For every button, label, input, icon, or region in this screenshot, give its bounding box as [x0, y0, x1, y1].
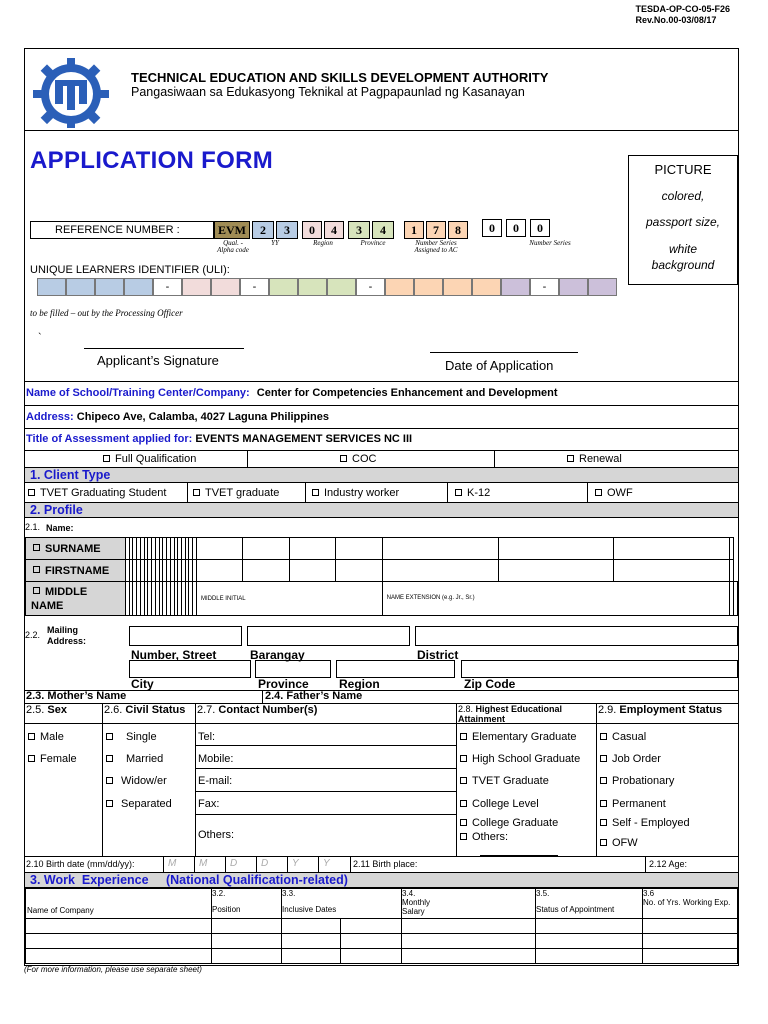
others-field[interactable]: Others:: [198, 829, 235, 841]
zip-code-input[interactable]: [461, 660, 738, 678]
work-col-label: Inclusive Dates: [282, 905, 337, 914]
assessment-type-label: Renewal: [579, 453, 622, 465]
edu-option-label: TVET Graduate: [472, 775, 549, 787]
client-type-label: TVET graduate: [205, 487, 280, 499]
name-letter-cell[interactable]: [498, 538, 614, 560]
uli-cell[interactable]: -: [153, 278, 182, 296]
checkbox-icon[interactable]: [103, 455, 110, 462]
edu-option[interactable]: [460, 817, 558, 829]
middle-initial-label: MIDDLE INITIAL: [200, 595, 246, 602]
uli-cell[interactable]: [385, 278, 414, 296]
emp-option[interactable]: [600, 837, 638, 849]
reference-digit: 2: [252, 221, 274, 239]
work-col-header: [402, 889, 536, 919]
contact-label: Contact Number(s): [218, 704, 318, 716]
work-col-label: No. of Yrs. Working Exp.: [643, 898, 731, 907]
sex-heading: [26, 704, 67, 716]
edu-label: Highest Educational Attainment: [458, 704, 563, 724]
reference-digit: 0: [482, 219, 502, 237]
emp-option-label: Self - Employed: [612, 817, 690, 829]
client-type-section: [25, 467, 738, 483]
edu-option-label: High School Graduate: [472, 753, 581, 765]
checkbox-icon[interactable]: [460, 733, 467, 740]
name-letter-cell[interactable]: [730, 560, 734, 582]
picture-title: PICTURE: [654, 162, 712, 177]
surname-label-cell: [26, 538, 126, 560]
sex-option-female[interactable]: [28, 753, 77, 765]
civil-label: Civil Status: [125, 704, 186, 716]
work-col-label: Status of Appointment: [536, 905, 615, 914]
surname-row: [26, 538, 738, 560]
name-letter-cell[interactable]: [614, 538, 730, 560]
picture-note: white: [668, 242, 697, 256]
checkbox-icon[interactable]: [455, 489, 462, 496]
edu-others[interactable]: [460, 831, 508, 843]
name-letter-cell[interactable]: [289, 538, 335, 560]
work-cell[interactable]: [402, 934, 536, 949]
district-label: District: [417, 648, 459, 662]
father-name-label: 2.4. Father’s Name: [265, 690, 363, 702]
birth-date-box[interactable]: Y: [287, 856, 318, 872]
sex-label: Sex: [47, 704, 67, 716]
emp-number: 2.9.: [598, 704, 617, 716]
uli-cell[interactable]: [588, 278, 617, 296]
tesda-logo: [30, 56, 112, 128]
name-letter-cell[interactable]: [336, 560, 382, 582]
checkbox-icon[interactable]: [33, 587, 40, 594]
firstname-label-cell: [26, 560, 126, 582]
footer-note: (For more information, please use separate sheet): [24, 965, 202, 974]
work-cell[interactable]: [536, 919, 643, 934]
region-label: Region: [339, 677, 380, 691]
name-letter-cell[interactable]: [614, 560, 730, 582]
city-label: City: [131, 677, 154, 691]
client-type-option[interactable]: [455, 487, 490, 499]
reference-digit: 7: [426, 221, 446, 239]
civil-status-heading: [104, 704, 185, 716]
checkbox-icon[interactable]: [600, 777, 607, 784]
email-field[interactable]: E-mail:: [198, 775, 233, 787]
birth-date-box[interactable]: D: [225, 856, 256, 872]
processing-note: to be filled – out by the Processing Officer: [30, 308, 183, 318]
work-col-header: [282, 889, 402, 919]
reference-digit: 8: [448, 221, 468, 239]
checkbox-icon[interactable]: [600, 839, 607, 846]
firstname-row: [26, 560, 738, 582]
edu-option[interactable]: [460, 753, 580, 765]
name-letter-cell[interactable]: [243, 560, 289, 582]
civil-option-label: Widow/er: [121, 775, 167, 787]
name-letter-cell[interactable]: [289, 560, 335, 582]
assessment-value[interactable]: EVENTS MANAGEMENT SERVICES NC III: [195, 433, 413, 445]
emp-option[interactable]: [600, 817, 690, 829]
school-label: Name of School/Training Center/Company:: [26, 387, 250, 399]
uli-cell[interactable]: [124, 278, 153, 296]
middlename-label-cell: [26, 582, 126, 616]
address-row: [26, 411, 329, 423]
work-col-header: [536, 889, 643, 919]
uli-cell[interactable]: -: [530, 278, 559, 296]
work-cell[interactable]: [402, 949, 536, 964]
birth-date-box[interactable]: D: [256, 856, 287, 872]
edu-option-label: College Graduate: [472, 817, 559, 829]
surname-label: SURNAME: [45, 542, 101, 555]
uli-cell[interactable]: -: [356, 278, 385, 296]
work-col-header: [212, 889, 282, 919]
reference-digit: EVM: [214, 221, 250, 239]
sex-option-label: Male: [40, 731, 64, 743]
checkbox-icon[interactable]: [595, 489, 602, 496]
work-cell[interactable]: [212, 949, 282, 964]
client-type-label: Industry worker: [324, 487, 400, 499]
sex-option-male[interactable]: [28, 731, 64, 743]
zip-code-label: Zip Code: [464, 677, 516, 691]
tick-mark: `: [38, 332, 42, 344]
checkbox-icon[interactable]: [460, 819, 467, 826]
reference-digit: 0: [506, 219, 526, 237]
contact-number: 2.7.: [197, 704, 216, 716]
picture-note: background: [651, 258, 715, 272]
work-cell[interactable]: [536, 949, 643, 964]
civil-option[interactable]: [106, 775, 167, 787]
work-row: [26, 934, 738, 949]
client-type-label: TVET Graduating Student: [40, 487, 167, 499]
name-extension-cell[interactable]: [382, 582, 730, 616]
checkbox-icon[interactable]: [340, 455, 347, 462]
mailing-label: [47, 625, 86, 647]
emp-option[interactable]: [600, 798, 666, 810]
name-letter-cell[interactable]: [734, 582, 738, 616]
client-type-option[interactable]: [595, 487, 633, 499]
ref-caption-yy: YY: [271, 239, 279, 247]
mailing-label-line: Mailing: [47, 625, 78, 635]
uli-cell[interactable]: -: [240, 278, 269, 296]
name-number: 2.1.: [25, 522, 41, 532]
name-letter-cell[interactable]: [196, 538, 242, 560]
work-col-num: 3.4.: [402, 889, 416, 898]
address-label: Address:: [26, 411, 74, 423]
uli-cell[interactable]: [414, 278, 443, 296]
fax-field[interactable]: Fax:: [198, 798, 220, 810]
emp-option[interactable]: [600, 775, 674, 787]
ref-caption-province: Province: [360, 239, 386, 247]
work-cell[interactable]: [643, 934, 738, 949]
profile-heading: 2. Profile: [30, 503, 83, 517]
middlename-row: [26, 582, 738, 616]
work-experience-heading: 3. Work Experience (National Qualification-related): [30, 873, 348, 887]
uli-cell[interactable]: [37, 278, 66, 296]
reference-digit: 4: [324, 221, 344, 239]
birth-date-box[interactable]: M: [163, 856, 194, 872]
assessment-label: Title of Assessment applied for:: [26, 433, 193, 445]
work-experience-table: [25, 888, 738, 964]
reference-digit: 0: [530, 219, 550, 237]
edu-number: 2.8.: [458, 704, 474, 714]
name-letter-cell[interactable]: [498, 560, 614, 582]
civil-option[interactable]: [106, 753, 163, 765]
work-col-num: 3.5.: [536, 889, 550, 898]
edu-others-label: Others:: [472, 831, 509, 843]
edu-option[interactable]: [460, 731, 577, 743]
civil-option-label: Single: [126, 731, 157, 743]
checkbox-icon[interactable]: [460, 833, 467, 840]
reference-digit: 3: [348, 221, 370, 239]
sex-number: 2.5.: [26, 704, 45, 716]
number-street-label: Number, Street: [131, 648, 217, 662]
number-street-input[interactable]: [129, 626, 242, 646]
checkbox-icon[interactable]: [460, 800, 467, 807]
work-cell[interactable]: [282, 934, 402, 949]
work-cell[interactable]: [402, 919, 536, 934]
form-code-number: TESDA-OP-CO-05-F26: [635, 4, 730, 14]
name-label: Name:: [46, 523, 74, 533]
civil-option-label: Separated: [121, 798, 172, 810]
form-revision: Rev.No.00-03/08/17: [635, 15, 717, 25]
work-experience-section: [25, 872, 738, 888]
checkbox-icon[interactable]: [600, 800, 607, 807]
ref-caption-region: Region: [313, 239, 333, 247]
province-label: Province: [258, 677, 309, 691]
civil-option-label: Married: [126, 753, 164, 765]
uli-cell[interactable]: [269, 278, 298, 296]
checkbox-icon[interactable]: [600, 819, 607, 826]
contact-heading: [197, 704, 317, 716]
picture-note: colored,: [661, 189, 705, 203]
uli-cell[interactable]: [298, 278, 327, 296]
emp-option-label: Job Order: [612, 753, 661, 765]
emp-option-label: Probationary: [612, 775, 675, 787]
work-col-header: [26, 889, 212, 919]
work-cell[interactable]: [26, 949, 212, 964]
work-row: [26, 949, 738, 964]
client-type-option[interactable]: [28, 487, 166, 499]
reference-digit: 3: [276, 221, 298, 239]
checkbox-icon[interactable]: [28, 755, 35, 762]
emp-option[interactable]: [600, 753, 661, 765]
mailing-label-line: Address:: [47, 636, 87, 646]
work-col-num: 3.3.: [282, 889, 296, 898]
barangay-input[interactable]: [247, 626, 410, 646]
assessment-type-renewal[interactable]: [567, 453, 622, 465]
uli-label: UNIQUE LEARNERS IDENTIFIER (ULI):: [30, 264, 230, 276]
checkbox-icon[interactable]: [460, 777, 467, 784]
school-row: [26, 387, 558, 399]
mobile-field[interactable]: Mobile:: [198, 753, 234, 765]
assessment-type-label: Full Qualification: [115, 453, 197, 465]
edu-option-label: College Level: [472, 798, 539, 810]
page-title: APPLICATION FORM: [30, 147, 274, 174]
employment-heading: [598, 704, 722, 716]
uli-cell[interactable]: [559, 278, 588, 296]
uli-cell[interactable]: [95, 278, 124, 296]
work-cell[interactable]: [643, 919, 738, 934]
uli-cell[interactable]: [501, 278, 530, 296]
date-line[interactable]: [430, 352, 578, 353]
reference-digit: 0: [302, 221, 322, 239]
sex-option-label: Female: [40, 753, 77, 765]
client-type-heading: 1. Client Type: [30, 468, 111, 482]
emp-option[interactable]: [600, 731, 646, 743]
edu-option[interactable]: [460, 798, 539, 810]
uli-cell[interactable]: [472, 278, 501, 296]
mother-name-label: 2.3. Mother’s Name: [26, 690, 127, 702]
org-subtitle: Pangasiwaan sa Edukasyong Teknikal at Pagpapaunlad ng Kasanayan: [131, 85, 525, 99]
name-extension-label: NAME EXTENSION (e.g. Jr., Sr.): [386, 595, 475, 601]
work-row: [26, 919, 738, 934]
civil-number: 2.6.: [104, 704, 123, 716]
work-col-label: Monthly Salary: [402, 898, 431, 916]
work-cell[interactable]: [212, 934, 282, 949]
form-code: [635, 4, 730, 26]
work-cell[interactable]: [536, 934, 643, 949]
name-grid: [25, 537, 738, 616]
org-name: TECHNICAL EDUCATION AND SKILLS DEVELOPMENT AUTHORITY: [131, 70, 549, 85]
checkbox-icon[interactable]: [106, 733, 113, 740]
emp-option-label: Permanent: [612, 798, 666, 810]
work-cell[interactable]: [26, 919, 212, 934]
profile-section: [25, 502, 738, 518]
district-input[interactable]: [415, 626, 738, 646]
name-letter-cell[interactable]: [382, 560, 498, 582]
firstname-label: FIRSTNAME: [45, 564, 110, 577]
birth-place-label: 2.11 Birth place:: [353, 859, 418, 869]
uli-cell[interactable]: [211, 278, 240, 296]
name-letter-cell[interactable]: [196, 560, 242, 582]
work-col-num: 3.6: [643, 889, 655, 898]
work-cell[interactable]: [26, 934, 212, 949]
reference-digit: 1: [404, 221, 424, 239]
checkbox-icon[interactable]: [28, 489, 35, 496]
uli-cell[interactable]: [327, 278, 356, 296]
birth-date-box[interactable]: Y: [318, 856, 349, 872]
reference-label: REFERENCE NUMBER :: [30, 221, 214, 239]
emp-option-label: Casual: [612, 731, 647, 743]
client-type-label: K-12: [467, 487, 491, 499]
edu-option[interactable]: [460, 775, 549, 787]
ref-caption-series-ac: Number Series Assigned to AC: [414, 239, 458, 254]
client-type-option[interactable]: [312, 487, 399, 499]
work-header-row: [26, 889, 738, 919]
work-col-header: [643, 889, 738, 919]
checkbox-icon[interactable]: [312, 489, 319, 496]
checkbox-icon[interactable]: [33, 544, 40, 551]
client-type-option[interactable]: [193, 487, 279, 499]
assessment-type-coc[interactable]: [340, 453, 376, 465]
school-value[interactable]: Center for Competencies Enhancement and Development: [256, 387, 558, 399]
civil-option[interactable]: [106, 798, 172, 810]
assessment-type-label: COC: [352, 453, 377, 465]
client-type-label: OWF: [607, 487, 633, 499]
tel-field[interactable]: Tel:: [198, 731, 216, 743]
picture-box: [628, 155, 738, 285]
address-value[interactable]: Chipeco Ave, Calamba, 4027 Laguna Philippines: [76, 411, 330, 423]
checkbox-icon[interactable]: [460, 755, 467, 762]
checkbox-icon[interactable]: [106, 800, 113, 807]
date-of-application-label: Date of Application: [445, 358, 554, 373]
work-cell[interactable]: [643, 949, 738, 964]
education-heading: [458, 704, 596, 724]
edu-option-label: Elementary Graduate: [472, 731, 577, 743]
barangay-label: Barangay: [250, 648, 305, 662]
work-cell[interactable]: [212, 919, 282, 934]
checkbox-icon[interactable]: [567, 455, 574, 462]
checkbox-icon[interactable]: [106, 755, 113, 762]
birth-date-box[interactable]: M: [194, 856, 225, 872]
work-col-label: Name of Company: [27, 906, 94, 915]
checkbox-icon[interactable]: [600, 755, 607, 762]
picture-note: passport size,: [645, 215, 721, 229]
emp-label: Employment Status: [619, 704, 723, 716]
reference-digit: 4: [372, 221, 394, 239]
city-input[interactable]: [129, 660, 251, 678]
checkbox-icon[interactable]: [106, 777, 113, 784]
checkbox-icon[interactable]: [193, 489, 200, 496]
assessment-row: [26, 433, 412, 445]
work-cell[interactable]: [282, 949, 402, 964]
uli-cell[interactable]: [66, 278, 95, 296]
middle-initial-cell[interactable]: [196, 582, 382, 616]
emp-option-label: OFW: [612, 837, 638, 849]
uli-cell[interactable]: [182, 278, 211, 296]
applicant-signature-label: Applicant’s Signature: [97, 353, 219, 368]
mailing-number: 2.2.: [25, 630, 41, 640]
birth-date-label: 2.10 Birth date (mm/dd/yy):: [26, 859, 135, 869]
checkbox-icon[interactable]: [28, 733, 35, 740]
name-letter-cell[interactable]: [336, 538, 382, 560]
middlename-label: MIDDLE: [45, 585, 88, 598]
signature-line[interactable]: [84, 348, 244, 349]
uli-cell[interactable]: [443, 278, 472, 296]
ref-caption-series: Number Series: [529, 239, 571, 247]
province-input[interactable]: [255, 660, 331, 678]
checkbox-icon[interactable]: [600, 733, 607, 740]
age-label: 2.12 Age:: [649, 859, 688, 869]
ref-caption-qual: Qual. - Alpha code: [217, 239, 249, 254]
assessment-type-full[interactable]: [103, 453, 196, 465]
civil-option[interactable]: [106, 731, 157, 743]
checkbox-icon[interactable]: [33, 566, 40, 573]
name-letter-cell[interactable]: [243, 538, 289, 560]
region-input[interactable]: [336, 660, 455, 678]
work-cell[interactable]: [282, 919, 402, 934]
work-col-num: 3.2.: [212, 889, 226, 898]
name-letter-cell[interactable]: [382, 538, 498, 560]
work-col-label: Position: [212, 905, 241, 914]
name-letter-cell[interactable]: [730, 538, 734, 560]
middlename-label-2: NAME: [31, 599, 64, 612]
